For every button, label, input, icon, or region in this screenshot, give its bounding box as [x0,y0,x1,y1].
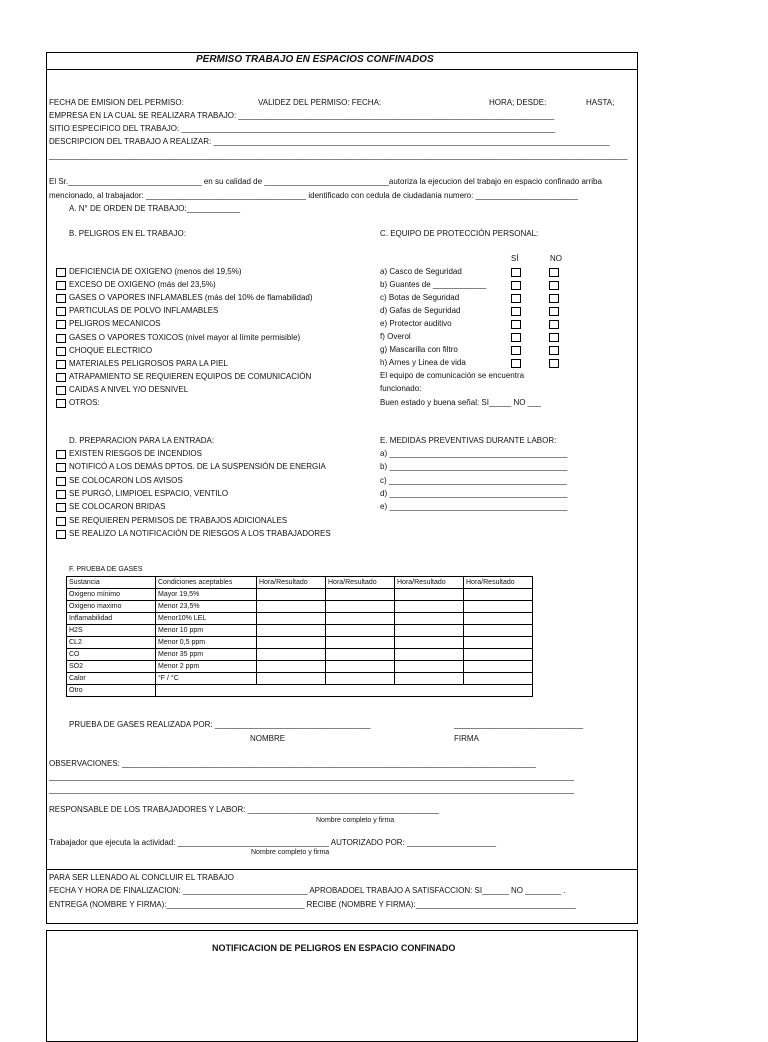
preventive-measure-field[interactable]: a) ________________________________________ [380,449,568,458]
table-cell-resultado[interactable] [257,649,326,661]
observaciones-line-1[interactable]: ______________________________________________________________________________________________________________________ [49,772,575,781]
table-cell-condicion: Menor 35 ppm [156,649,257,661]
si-header: SÍ [511,254,519,263]
hazard-label: ATRAPAMIENTO SE REQUIEREN EQUIPOS DE COMUNICACIÓN [69,371,312,381]
ppe-no-checkbox[interactable] [549,281,559,290]
firma-label: FIRMA [454,734,479,743]
responsable-field[interactable]: RESPONSABLE DE LOS TRABAJADORES Y LABOR: ___________________________________________ [49,805,440,814]
preventive-measure-field[interactable]: c) ________________________________________ [380,475,567,485]
firma-line[interactable]: _____________________________ [454,720,584,729]
table-cell-sustancia: Calor [67,673,156,685]
fecha-emision-label: FECHA DE EMISION DEL PERMISO: [49,98,184,107]
para-llenar-heading: PARA SER LLENADO AL CONCLUIR EL TRABAJO [49,873,234,882]
nombre-completo-label-1: Nombre completo y firma [316,817,395,824]
hazard-label: CAIDAS A NIVEL Y/O DESNIVEL [69,384,189,394]
empresa-field[interactable]: EMPRESA EN LA CUAL SE REALIZARA TRABAJO: _______________________________________________________________________ [49,111,555,120]
table-cell-condicion: Menor 23,5% [156,601,257,613]
table-cell-resultado[interactable] [326,661,395,673]
table-cell-resultado[interactable] [464,613,533,625]
table-cell-resultado[interactable] [257,589,326,601]
ppe-si-checkbox[interactable] [511,346,521,355]
column-header: Condiciones aceptables [156,577,257,589]
preventive-measure-field[interactable]: b) ________________________________________ [380,462,568,472]
preparation-checkbox[interactable] [56,463,66,472]
ppe-si-checkbox[interactable] [511,320,521,329]
table-cell-sustancia: Otro [67,685,156,697]
prueba-gases-field[interactable]: PRUEBA DE GASES REALIZADA POR: ___________________________________ [69,720,371,729]
hazard-checkbox[interactable] [56,320,66,329]
table-cell-resultado[interactable] [326,601,395,613]
trabajador-field[interactable]: Trabajador que ejecuta la actividad: __________________________________ AUTORIZADO POR: ____________________ [49,838,497,847]
ppe-label: h) Arnes y Linea de vida [380,358,466,367]
table-cell-resultado[interactable] [257,625,326,637]
table-row [67,685,533,697]
preparation-label: SE COLOCARON LOS AVISOS [69,475,183,485]
fecha-finalizacion-field[interactable]: FECHA Y HORA DE FINALIZACION: ____________________________ APROBADOEL TRABAJO A SATISFACCION: SI______ NO ________ . [49,886,566,895]
hazard-label: MATERIALES PELIGROSOS PARA LA PIEL [69,358,228,368]
sitio-field[interactable]: SITIO ESPECIFICO DEL TRABAJO: ____________________________________________________________________________________ [49,124,556,133]
autorizacion-text: El Sr.______________________________ en su calidad de ____________________________autoriza la ejecucion del trabajo en espacio confinado arriba [49,177,602,186]
hazard-label: GASES O VAPORES TOXICOS (nivel mayor al límite permisible) [69,332,301,342]
preparation-label: EXISTEN RIESGOS DE INCENDIOS [69,449,202,458]
ppe-si-checkbox[interactable] [511,294,521,303]
section-d-heading: D. PREPARACION PARA LA ENTRADA: [69,436,215,445]
preventive-measure-field[interactable]: e) ________________________________________ [380,502,568,512]
ppe-no-checkbox[interactable] [549,346,559,355]
section-f-heading: F. PRUEBA DE GASES [69,566,143,573]
table-row [67,625,533,637]
ppe-no-checkbox[interactable] [549,320,559,329]
column-header: Sustancia [67,577,156,589]
section-c-heading: C. EQUIPO DE PROTECCIÓN PERSONAL: [380,229,539,238]
nombre-label: NOMBRE [250,734,286,743]
hazard-label: DEFICIENCIA DE OXIGENO (menos del 19,5%) [69,267,242,276]
hora-desde-label: HORA; DESDE: [489,98,547,107]
observaciones-field[interactable]: OBSERVACIONES: _____________________________________________________________________________________________ [49,759,536,768]
ppe-si-checkbox[interactable] [511,307,521,316]
hazard-checkbox[interactable] [56,294,66,303]
permit-title-divider [46,69,637,70]
gas-test-table [66,576,533,697]
orden-trabajo-field[interactable]: A. N° DE ORDEN DE TRABAJO:____________ [69,204,241,213]
notificacion-title: NOTIFICACION DE PELIGROS EN ESPACIO CONFINADO [212,943,456,953]
ppe-si-checkbox[interactable] [511,333,521,342]
hazard-checkbox[interactable] [56,386,66,395]
comm-text-3: Buen estado y buena señal: SI_____ NO ___ [380,398,542,407]
section-b-heading: B. PELIGROS EN EL TRABAJO: [69,229,186,238]
nombre-completo-label-2: Nombre completo y firma [251,849,330,856]
column-header: Hora/Resultado [326,577,395,589]
table-cell-resultado[interactable] [464,661,533,673]
descripcion-field[interactable]: DESCRIPCION DEL TRABAJO A REALIZAR: _________________________________________________________________________________________ [49,137,610,146]
table-cell-resultado[interactable] [464,601,533,613]
entrega-field[interactable]: ENTREGA (NOMBRE Y FIRMA):_______________________________ RECIBE (NOMBRE Y FIRMA):____________________________________ [49,900,576,909]
table-cell-resultado[interactable] [395,601,464,613]
hazard-checkbox[interactable] [56,373,66,382]
ppe-label: e) Protector auditivo [380,319,452,328]
hasta-label: HASTA; [586,98,615,107]
preparation-checkbox[interactable] [56,503,66,512]
table-cell-sustancia: SO2 [67,661,156,673]
table-cell-resultado[interactable] [395,661,464,673]
table-cell-resultado[interactable] [326,649,395,661]
page-title: PERMISO TRABAJO EN ESPACIOS CONFINADOS [196,54,434,65]
preparation-checkbox[interactable] [56,477,66,486]
ppe-si-checkbox[interactable] [511,281,521,290]
preparation-label: SE PURGÓ, LIMPIOEL ESPACIO, VENTILO [69,488,229,498]
table-cell-resultado[interactable] [257,673,326,685]
preparation-label: SE COLOCARON BRIDAS [69,502,166,512]
closing-divider [46,869,637,870]
hazard-checkbox[interactable] [56,281,66,290]
table-cell-resultado[interactable] [257,637,326,649]
table-row [67,601,533,613]
hazard-checkbox[interactable] [56,334,66,343]
hazard-checkbox[interactable] [56,347,66,356]
table-cell-resultado[interactable] [395,637,464,649]
observaciones-line-2[interactable]: ______________________________________________________________________________________________________________________ [49,785,575,794]
table-header-row [67,577,533,589]
table-cell-sustancia: Inflamabilidad [67,613,156,625]
table-cell-resultado[interactable] [326,637,395,649]
hazard-checkbox[interactable] [56,268,66,277]
table-cell-resultado[interactable] [395,673,464,685]
preparation-label: SE REQUIEREN PERMISOS DE TRABAJOS ADICIONALES [69,515,288,525]
preparation-checkbox[interactable] [56,490,66,499]
table-cell-resultado[interactable] [464,637,533,649]
ppe-label: d) Gafas de Seguridad [380,306,461,315]
table-cell-resultado[interactable] [395,625,464,637]
hazard-label: GASES O VAPORES INFLAMABLES (más del 10% de flamabilidad) [69,293,313,303]
hazard-label: PELIGROS MECANICOS [69,319,161,329]
hazard-checkbox[interactable] [56,399,66,408]
hazard-label: PARTICULAS DE POLVO INFLAMABLES [69,306,219,316]
ppe-label: b) Guantes de ____________ [380,280,487,289]
preparation-checkbox[interactable] [56,450,66,459]
comm-text-2: funcionado: [380,384,422,393]
ppe-no-checkbox[interactable] [549,307,559,316]
ppe-no-checkbox[interactable] [549,359,559,368]
validez-label: VALIDEZ DEL PERMISO: FECHA: [258,98,382,107]
table-cell-sustancia: H2S [67,625,156,637]
table-cell-resultado[interactable] [326,589,395,601]
table-cell-condicion: °F / °C [156,673,257,685]
table-cell-resultado[interactable] [464,673,533,685]
preparation-checkbox[interactable] [56,530,66,539]
trabajador-text: mencionado, al trabajador: ____________________________________ identificado con cedula de ciudadania numero: _______________________ [49,191,578,200]
hazard-label: CHOQUE ELECTRICO [69,345,153,355]
column-header: Hora/Resultado [257,577,326,589]
table-row [67,673,533,685]
table-cell-resultado[interactable] [326,625,395,637]
table-cell-resultado[interactable] [464,649,533,661]
table-cell-resultado[interactable] [464,625,533,637]
table-cell-condicion: Menor 10 ppm [156,625,257,637]
table-cell-resultado[interactable] [257,601,326,613]
table-cell-resultado[interactable] [257,661,326,673]
preparation-label: SE REALIZO LA NOTIFICACIÓN DE RIESGOS A LOS TRABAJADORES [69,528,331,538]
descripcion-line[interactable]: __________________________________________________________________________________________________________________________________ [49,151,628,160]
comm-text-1: El equipo de comunicación se encuentra [380,371,525,380]
table-row [67,649,533,661]
preparation-label: NOTIFICÓ A LOS DEMÁS DPTOS. DE LA SUSPENSIÓN DE ENERGIA [69,462,326,472]
table-cell-sustancia: Oxigeno maximo [67,601,156,613]
table-row [67,589,533,601]
preparation-checkbox[interactable] [56,517,66,526]
section-e-heading: E. MEDIDAS PREVENTIVAS DURANTE LABOR: [380,436,557,445]
table-row [67,637,533,649]
ppe-no-checkbox[interactable] [549,294,559,303]
hazard-checkbox[interactable] [56,360,66,369]
ppe-label: a) Casco de Seguridad [380,267,462,276]
hazard-label: OTROS: [69,398,100,407]
table-cell-condicion: Mayor 19,5% [156,589,257,601]
hazard-checkbox[interactable] [56,307,66,316]
table-cell-resultado[interactable] [395,589,464,601]
ppe-no-checkbox[interactable] [549,268,559,277]
table-cell-sustancia: CO [67,649,156,661]
table-cell-condicion: Menor10% LEL [156,613,257,625]
table-cell-resultado[interactable] [326,613,395,625]
column-header: Hora/Resultado [464,577,533,589]
table-cell-resultado[interactable] [395,649,464,661]
table-cell-otro[interactable] [156,685,533,697]
no-header: NO [550,254,562,263]
ppe-si-checkbox[interactable] [511,268,521,277]
ppe-label: c) Botas de Seguridad [380,293,460,302]
ppe-no-checkbox[interactable] [549,333,559,342]
table-cell-resultado[interactable] [326,673,395,685]
ppe-label: g) Mascarilla con filtro [380,345,458,354]
table-row [67,613,533,625]
preventive-measure-field[interactable]: d) ________________________________________ [380,488,568,498]
table-cell-condicion: Menor 2 ppm [156,661,257,673]
ppe-label: f) Overol [380,332,411,341]
table-row [67,661,533,673]
ppe-si-checkbox[interactable] [511,359,521,368]
column-header: Hora/Resultado [395,577,464,589]
table-cell-sustancia: Oxigeno mínimo [67,589,156,601]
table-cell-resultado[interactable] [395,613,464,625]
hazard-label: EXCESO DE OXIGENO (más del 23,5%) [69,280,216,290]
table-cell-resultado[interactable] [464,589,533,601]
table-cell-resultado[interactable] [257,613,326,625]
table-cell-sustancia: CL2 [67,637,156,649]
table-cell-condicion: Menor 0,5 ppm [156,637,257,649]
